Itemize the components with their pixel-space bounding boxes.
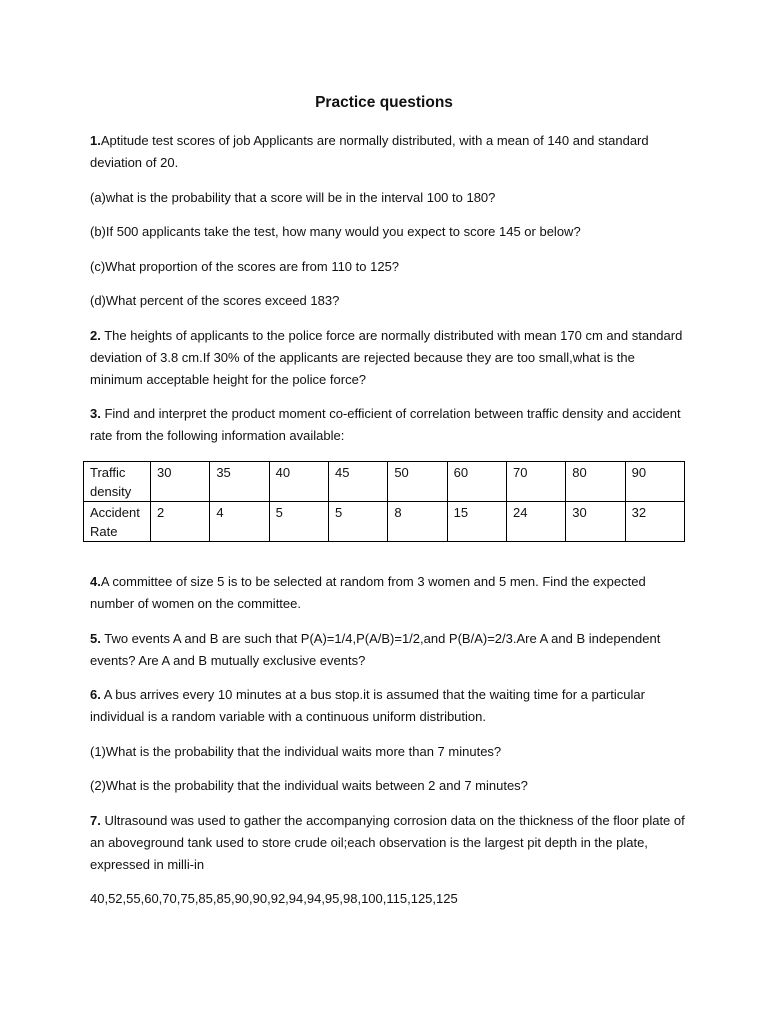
table-cell: 15 [447, 502, 506, 542]
table-row [84, 502, 685, 542]
row-header-traffic-density: Traffic density [84, 462, 151, 502]
question-1d: (d)What percent of the scores exceed 183? [90, 293, 340, 308]
table-row [84, 462, 685, 502]
question-number: 6. [90, 687, 101, 702]
question-number: 7. [90, 813, 101, 828]
page-title: Practice questions [315, 94, 453, 111]
table-cell: 60 [447, 462, 506, 502]
question-number: 2. [90, 328, 101, 343]
table-cell: 70 [506, 462, 565, 502]
question-number: 5. [90, 631, 101, 646]
question-6-part-2: (2)What is the probability that the individual waits between 2 and 7 minutes? [90, 778, 528, 793]
question-6 [90, 684, 690, 728]
question-number: 4. [90, 574, 101, 589]
question-7 [90, 810, 690, 876]
table-cell: 80 [566, 462, 625, 502]
traffic-accident-table [83, 461, 685, 542]
question-number: 1. [90, 133, 101, 148]
table-cell: 50 [388, 462, 447, 502]
row-header-accident-rate: Accident Rate [84, 502, 151, 542]
question-text: Two events A and B are such that P(A)=1/4,P(A/B)=1/2,and P(B/A)=2/3.Are A and B independent events? Are A and B mutually exclusive events? [90, 631, 661, 668]
question-6-part-1: (1)What is the probability that the individual waits more than 7 minutes? [90, 744, 502, 759]
table-cell: 5 [269, 502, 328, 542]
question-1 [90, 130, 690, 174]
question-text: Aptitude test scores of job Applicants are normally distributed, with a mean of 140 and standard deviation of 20. [90, 133, 649, 170]
question-4 [90, 571, 690, 615]
table-cell: 45 [328, 462, 387, 502]
question-5 [90, 628, 690, 672]
question-text: The heights of applicants to the police force are normally distributed with mean 170 cm and standard deviation of 3.8 cm.If 30% of the applicants are rejected because they are too small,what is the minimum acceptable height for the police force? [90, 328, 683, 387]
table-cell: 2 [151, 502, 210, 542]
table-cell: 30 [151, 462, 210, 502]
question-1c: (c)What proportion of the scores are from 110 to 125? [90, 259, 400, 274]
question-7-data: 40,52,55,60,70,75,85,85,90,90,92,94,94,95,98,100,115,125,125 [90, 891, 458, 906]
question-number: 3. [90, 406, 101, 421]
question-text: Ultrasound was used to gather the accompanying corrosion data on the thickness of the floor plate of an aboveground tank used to store crude oil;each observation is the largest pit depth in the plate, expressed in milli-in [90, 813, 685, 872]
question-text: Find and interpret the product moment co-efficient of correlation between traffic density and accident rate from the following information available: [90, 406, 681, 443]
table-cell: 35 [210, 462, 269, 502]
table-cell: 30 [566, 502, 625, 542]
question-3 [90, 403, 690, 447]
table-cell: 5 [328, 502, 387, 542]
table-cell: 40 [269, 462, 328, 502]
table-cell: 8 [388, 502, 447, 542]
question-text: A committee of size 5 is to be selected at random from 3 women and 5 men. Find the expected number of women on the committee. [90, 574, 646, 611]
table-cell: 32 [625, 502, 684, 542]
question-1b: (b)If 500 applicants take the test, how many would you expect to score 145 or below? [90, 224, 581, 239]
table-cell: 24 [506, 502, 565, 542]
question-text: A bus arrives every 10 minutes at a bus stop.it is assumed that the waiting time for a particular individual is a random variable with a continuous uniform distribution. [90, 687, 645, 724]
question-1a: (a)what is the probability that a score will be in the interval 100 to 180? [90, 190, 496, 205]
table-cell: 4 [210, 502, 269, 542]
question-2 [90, 325, 690, 391]
table-cell: 90 [625, 462, 684, 502]
